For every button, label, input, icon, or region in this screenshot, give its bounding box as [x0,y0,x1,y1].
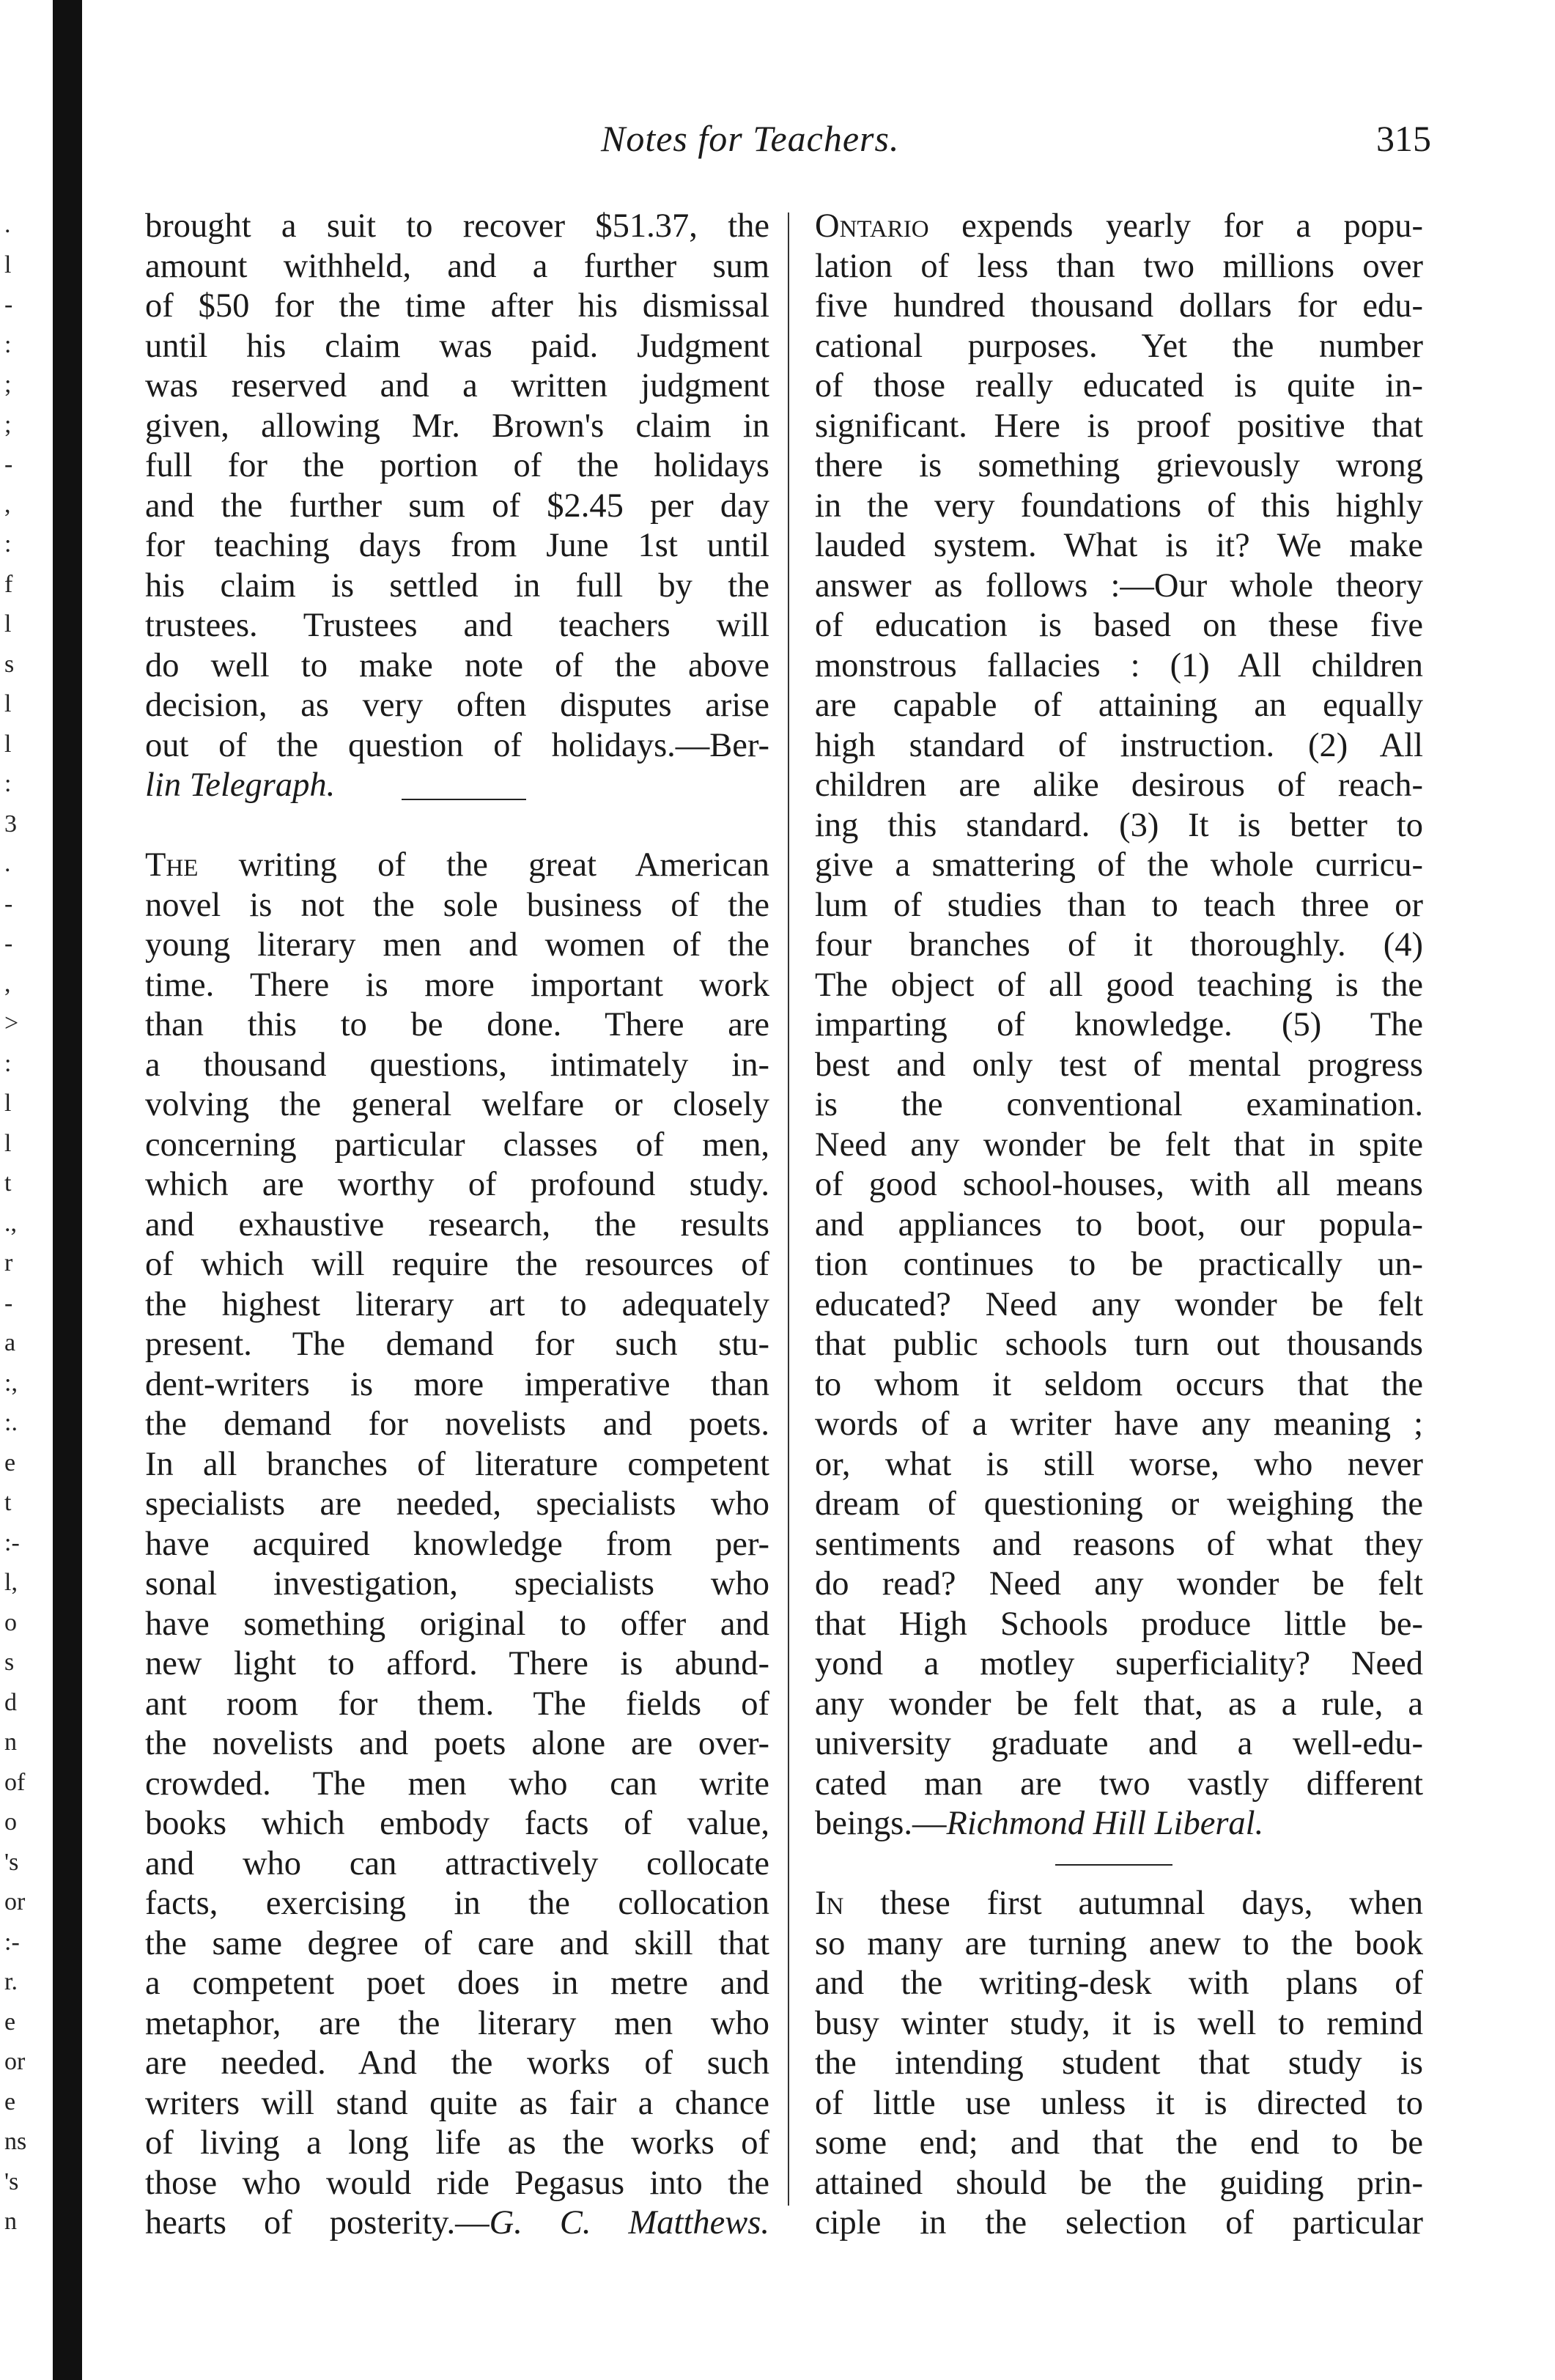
text-line: brought a suit to recover $51.37, the [145,207,769,245]
text-line: are needed. And the works of such [145,2044,769,2082]
margin-fragment: :- [4,1529,20,1556]
source-attribution: G. C. Matthews. [489,2204,769,2242]
text-line: cational purposes. Yet the number [815,327,1423,365]
margin-fragment: t [4,1489,12,1516]
paragraph-autumn-study [815,1924,1423,2244]
margin-fragment: - [4,451,13,478]
text-line: a thousand questions, intimately in- [145,1046,769,1084]
text-line: facts, exercising in the collocation [145,1885,769,1922]
line-text: writing of the great American [198,846,769,884]
left-column [145,207,769,2244]
text-line: answer as follows :—Our whole theory [815,566,1423,605]
margin-fragment: l, [4,1569,18,1596]
margin-fragment: r [4,1249,13,1276]
text-line [145,2203,769,2244]
text-line: The object of all good teaching is the [815,966,1423,1004]
source-attribution: Richmond Hill Liberal. [946,1805,1264,1842]
margin-fragment: :- [4,1928,20,1956]
margin-fragment: , [4,969,11,997]
text-line: dent-writers is more imperative than [145,1365,769,1403]
text-line: or, what is still worse, who never [815,1445,1423,1483]
text-line: cated man are two vastly different [815,1764,1423,1803]
text-line: to whom it seldom occurs that the [815,1365,1423,1403]
text-line: sentiments and reasons of what they [815,1525,1423,1563]
margin-fragment: :, [4,1369,18,1397]
paragraph-lead: In [815,1885,844,1922]
text-line: any wonder be felt that, as a rule, a [815,1685,1423,1723]
margin-fragment: f [4,570,13,598]
text-line: imparting of knowledge. (5) The [815,1006,1423,1043]
margin-fragment: e [4,2088,16,2115]
text-line: the highest literary art to adequately [145,1285,769,1323]
margin-fragment: 's [4,1848,19,1876]
text-line: new light to afford. There is abund- [145,1645,769,1682]
text-line: lum of studies than to teach three or [815,886,1423,924]
text-line [815,207,1423,247]
source-attribution: lin Telegraph. [145,766,336,804]
text-line: sonal investigation, specialists who [145,1565,769,1603]
margin-fragment: 3 [4,810,17,838]
margin-fragment: l [4,1090,12,1117]
text-line: decision, as very often disputes arise [145,687,769,724]
margin-fragment: l [4,690,12,717]
margin-fragment: ns [4,2128,27,2155]
margin-fragment: . [4,850,11,877]
margin-fragment: or [4,1888,26,1915]
text-line: for teaching days from June 1st until [145,527,769,564]
text-line: educated? Need any wonder be felt [815,1285,1423,1323]
text-line: of education is based on these five [815,607,1423,644]
text-line: the demand for novelists and poets. [145,1405,769,1443]
text-line: the same degree of care and skill that [145,1924,769,1962]
margin-fragment: 's [4,2168,19,2195]
text-line: monstrous fallacies : (1) All children [815,646,1423,684]
text-line: and who can attractively collocate [145,1844,769,1882]
paragraph-trustees-judgment [145,207,769,766]
text-line: that public schools turn out thousands [815,1326,1423,1363]
text-line: university graduate and a well-edu- [815,1725,1423,1762]
line-text: hearts of posterity.— [145,2204,490,2242]
text-line: crowded. The men who can write [145,1764,769,1803]
margin-fragment: d [4,1688,17,1716]
text-line: attained should be the guiding prin- [815,2164,1423,2202]
text-line: are capable of attaining an equally [815,687,1423,724]
text-line: books which embody facts of value, [145,1805,769,1842]
text-line: tion continues to be practically un- [815,1246,1423,1283]
text-line: have acquired knowledge from per- [145,1525,769,1563]
margin-fragment: e [4,2008,16,2036]
text-line: ant room for them. The fields of [145,1685,769,1723]
margin-fragment: > [4,1010,19,1037]
text-line: that High Schools produce little be- [815,1605,1423,1643]
text-line: present. The demand for such stu- [145,1326,769,1363]
text-line: time. There is more important work [145,966,769,1004]
margin-fragment: n [4,2208,17,2235]
column-rule [788,212,789,2206]
margin-fragment: :. [4,1409,18,1436]
text-line: specialists are needed, specialists who [145,1485,769,1523]
text-line: lation of less than two millions over [815,247,1423,285]
text-line: children are alike desirous of reach- [815,766,1423,804]
paragraph-ontario-education [815,247,1423,1805]
text-line: four branches of it thoroughly. (4) [815,926,1423,964]
margin-fragment: t [4,1169,12,1197]
text-line: novel is not the sole business of the [145,886,769,924]
margin-fragment: s [4,650,15,678]
text-line: until his claim was paid. Judgment [145,327,769,365]
margin-fragment: e [4,1449,16,1477]
margin-fragment: l [4,1129,12,1157]
text-line: do read? Need any wonder be felt [815,1565,1423,1603]
text-line: trustees. Trustees and teachers will [145,607,769,644]
binding-edge [53,0,82,2380]
text-line: ing this standard. (3) It is better to [815,806,1423,844]
text-line: of those really educated is quite in- [815,367,1423,404]
margin-fragment: - [4,1289,13,1317]
margin-fragment: a [4,1329,16,1356]
paragraph-lead: The [145,846,199,884]
text-line: a competent poet does in metre and [145,1965,769,2002]
margin-fragment: : [4,770,12,797]
margin-fragment: : [4,330,12,358]
paragraph-gap [145,806,769,846]
text-line: of good school-houses, with all means [815,1166,1423,1203]
text-line: words of a writer have any meaning ; [815,1405,1423,1443]
text-line: writers will stand quite as fair a chance [145,2084,769,2122]
margin-fragment: : [4,1049,12,1077]
text-line: yond a motley superficiality? Need [815,1645,1423,1682]
text-line: dream of questioning or weighing the [815,1485,1423,1523]
text-line: have something original to offer and [145,1605,769,1643]
margin-fragment: or [4,2048,26,2075]
paragraph-american-novel [145,886,769,2204]
text-line: amount withheld, and a further sum [145,247,769,285]
margin-fragment: . [4,211,11,238]
text-line: concerning particular classes of men, [145,1126,769,1164]
text-line: do well to make note of the above [145,646,769,684]
section-divider [402,799,526,800]
text-line: those who would ride Pegasus into the [145,2164,769,2202]
margin-fragment: l [4,251,12,278]
margin-fragment: ; [4,371,12,398]
section-divider [1055,1864,1172,1866]
text-line: ciple in the selection of particular [815,2204,1423,2242]
running-title: Notes for Teachers. [601,118,900,159]
text-line: busy winter study, it is well to remind [815,2004,1423,2042]
margin-fragment: - [4,291,13,318]
text-line: some end; and that the end to be [815,2124,1423,2162]
text-line: significant. Here is proof positive that [815,407,1423,445]
text-line [815,1884,1423,1924]
margin-fragment: - [4,930,13,957]
text-line: best and only test of mental progress [815,1046,1423,1084]
text-line: high standard of instruction. (2) All [815,726,1423,764]
margin-fragments [0,0,53,2380]
text-line: full for the portion of the holidays [145,447,769,484]
text-line: of little use unless it is directed to [815,2084,1423,2122]
margin-fragment: - [4,890,13,917]
text-line: give a smattering of the whole curricu- [815,846,1423,884]
text-line: and appliances to boot, our popula- [815,1205,1423,1243]
line-text: beings.— [815,1805,947,1842]
margin-fragment: s [4,1649,15,1676]
text-line: metaphor, are the literary men who [145,2004,769,2042]
text-line: young literary men and women of the [145,926,769,964]
margin-fragment: of [4,1768,26,1796]
text-line: and exhaustive research, the results [145,1205,769,1243]
margin-fragment: o [4,1808,17,1836]
text-line: In all branches of literature competent [145,1445,769,1483]
margin-fragment: o [4,1608,17,1636]
text-line: the novelists and poets alone are over- [145,1725,769,1762]
text-line: was reserved and a written judgment [145,367,769,404]
margin-fragment: l [4,610,12,638]
text-line: is the conventional examination. [815,1086,1423,1123]
text-line: which are worthy of profound study. [145,1166,769,1203]
text-line: so many are turning anew to the book [815,1924,1423,1962]
text-line: of which will require the resources of [145,1246,769,1283]
text-line: and the writing-desk with plans of [815,1965,1423,2002]
text-line: volving the general welfare or closely [145,1086,769,1123]
page-number: 315 [1376,118,1431,159]
paragraph-lead: Ontario [815,207,929,245]
margin-fragment: ., [4,1209,17,1237]
text-line: lauded system. What is it? We make [815,527,1423,564]
text-line: the intending student that study is [815,2044,1423,2082]
text-line: than this to be done. There are [145,1006,769,1043]
line-text: expends yearly for a popu- [928,207,1423,245]
right-column [815,207,1423,2244]
text-line [815,1804,1423,1844]
margin-fragment: l [4,730,12,758]
margin-fragment: ; [4,410,12,438]
text-line: Need any wonder be felt that in spite [815,1126,1423,1164]
text-line: given, allowing Mr. Brown's claim in [145,407,769,445]
margin-fragment: r. [4,1968,18,1995]
text-line [145,846,769,886]
text-line: of living a long life as the works of [145,2124,769,2162]
text-line: in the very foundations of this highly [815,487,1423,525]
margin-fragment: n [4,1729,17,1756]
text-line: his claim is settled in full by the [145,566,769,605]
text-line: of $50 for the time after his dismissal [145,287,769,325]
margin-fragment: , [4,490,11,518]
text-line: and the further sum of $2.45 per day [145,487,769,525]
margin-fragment: : [4,531,12,558]
text-line: there is something grievously wrong [815,447,1423,484]
line-text: these first autumnal days, when [843,1885,1423,1922]
text-line: out of the question of holidays.—Ber- [145,726,769,764]
text-line: five hundred thousand dollars for edu- [815,287,1423,325]
